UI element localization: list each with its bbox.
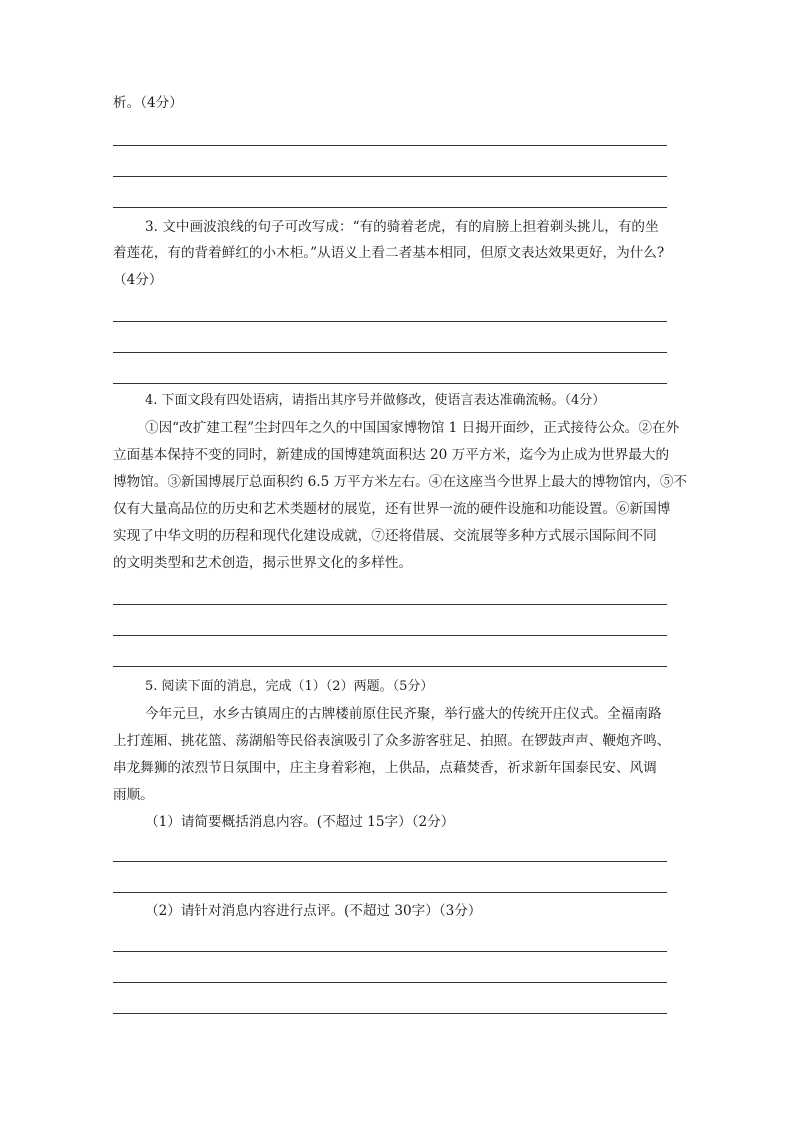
answer-line bbox=[113, 604, 667, 605]
q2-tail-text: 析。（4分） bbox=[113, 95, 183, 111]
answer-line bbox=[113, 207, 667, 208]
answer-line bbox=[113, 383, 667, 384]
answer-line bbox=[113, 1013, 667, 1014]
answer-line bbox=[113, 861, 667, 862]
q3-line-2: 着莲花，有的背着鲜红的小木柜。”从语义上看二者基本相同，但原文表达效果更好，为什么? bbox=[113, 245, 665, 261]
q3-line-1: 3. 文中画波浪线的句子可改写成：“有的骑着老虎，有的肩膀上担着剃头挑儿，有的坐 bbox=[145, 219, 659, 235]
q5-passage-line: 上打莲厢、挑花篮、荡湖船等民俗表演吸引了众多游客驻足、拍照。在锣鼓声声、鞭炮齐鸣、 bbox=[113, 733, 671, 749]
q5-passage-line: 今年元旦，水乡古镇周庄的古牌楼前原住民齐聚，举行盛大的传统开庄仪式。全福南路 bbox=[145, 706, 662, 722]
answer-line bbox=[113, 321, 667, 322]
answer-line bbox=[113, 352, 667, 353]
answer-line bbox=[113, 145, 667, 146]
q4-passage-line: 实现了中华文明的历程和现代化建设成就，⑦还将借展、交流展等多种方式展示国际间不同 bbox=[113, 528, 657, 544]
q5-sub1-prompt: （1）请简要概括消息内容。(不超过 15字）（2分） bbox=[145, 814, 455, 830]
q4-passage-line: 立面基本保持不变的同时，新建成的国博建筑面积达 20 万平方米，迄今为止成为世界最大的 bbox=[113, 447, 670, 463]
q4-passage-line: 仅有大量高品位的历史和艺术类题材的展览，还有世界一流的硬件设施和功能设置。⑥新国博 bbox=[113, 501, 671, 517]
q4-passage-line: ①因“改扩建工程”尘封四年之久的中国国家博物馆 1 日揭开面纱，正式接待公众。②在外 bbox=[145, 420, 680, 436]
answer-line bbox=[113, 635, 667, 636]
q4-passage-line: 博物馆。③新国博展厅总面积约 6.5 万平方米左右。④在这座当今世界上最大的博物馆内，⑤不 bbox=[113, 474, 688, 490]
answer-line bbox=[113, 666, 667, 667]
answer-line bbox=[113, 951, 667, 952]
answer-line bbox=[113, 982, 667, 983]
answer-line bbox=[113, 892, 667, 893]
q5-passage-line: 串龙舞狮的浓烈节日氛围中，庄主身着彩袍，上供品，点藉焚香，祈求新年国泰民安、风调 bbox=[113, 760, 657, 776]
q4-prompt: 4. 下面文段有四处语病，请指出其序号并做修改，使语言表达准确流畅。（4分） bbox=[145, 393, 606, 408]
q5-sub2-prompt: （2）请针对消息内容进行点评。(不超过 30字）（3分） bbox=[145, 903, 482, 919]
q5-passage-line: 雨顺。 bbox=[113, 787, 154, 803]
q4-passage-line: 的文明类型和艺术创造，揭示世界文化的多样性。 bbox=[113, 555, 413, 571]
q3-line-3: （4分） bbox=[113, 272, 163, 288]
q5-prompt: 5. 阅读下面的消息，完成（1）（2）两题。（5分） bbox=[145, 679, 434, 694]
answer-line bbox=[113, 176, 667, 177]
